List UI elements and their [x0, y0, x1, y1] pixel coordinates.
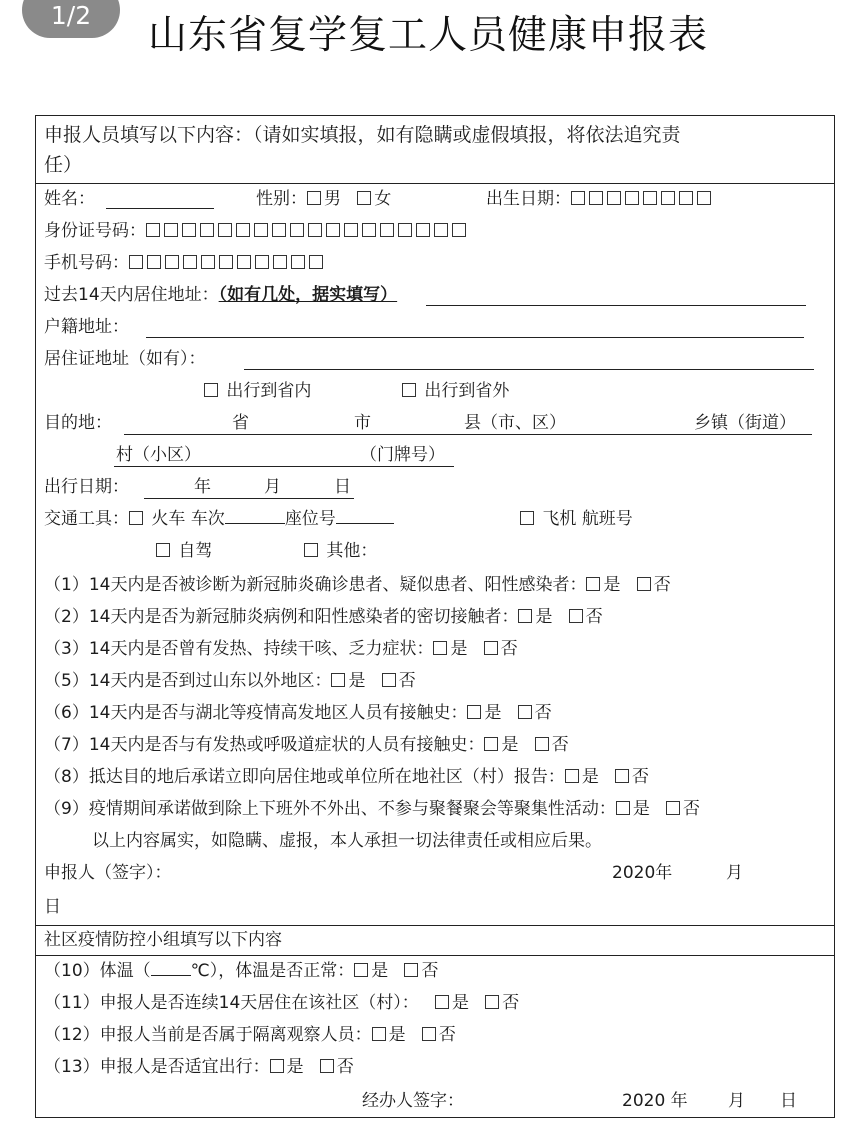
question-number: （3） — [44, 639, 89, 659]
id-digit-box[interactable] — [146, 223, 160, 237]
yes-checkbox[interactable] — [586, 577, 600, 591]
other-label: 其他： — [326, 541, 378, 561]
birth-field — [486, 187, 715, 211]
self-drive-option — [156, 539, 212, 563]
question-text: 14天内是否与有发热或呼吸道症状的人员有接触史： — [88, 735, 485, 755]
page-indicator: 1/2 — [22, 0, 120, 38]
plane-option — [520, 507, 633, 531]
id-digit-box[interactable] — [416, 223, 430, 237]
question-number: （2） — [44, 607, 89, 627]
question-text: 14天内是否被诊断为新冠肺炎确诊患者、疑似患者、阳性感染者： — [88, 575, 587, 595]
no-checkbox[interactable] — [535, 737, 549, 751]
question-row — [44, 733, 569, 757]
self-drive-label: 自驾 — [178, 541, 213, 561]
question-row — [44, 797, 700, 821]
travel-out-option — [402, 379, 509, 403]
yes-checkbox[interactable] — [433, 641, 447, 655]
date-year: 年 — [194, 477, 211, 497]
signature-day: 日 — [44, 897, 61, 917]
date-label: 出行日期： — [44, 477, 129, 497]
phone-digit-box[interactable] — [219, 255, 233, 269]
id-digit-box[interactable] — [308, 223, 322, 237]
yes-label: 是 — [348, 671, 366, 691]
phone-digit-box[interactable] — [183, 255, 197, 269]
travel-in-checkbox[interactable] — [204, 383, 218, 397]
no-label: 否 — [421, 961, 439, 981]
residence-permit-blank[interactable] — [244, 369, 814, 370]
id-digit-box[interactable] — [380, 223, 394, 237]
yes-checkbox[interactable] — [435, 995, 449, 1009]
id-digit-box[interactable] — [236, 223, 250, 237]
birth-digit-box[interactable] — [625, 191, 639, 205]
address14-hint: （如有几处，据实填写） — [218, 285, 398, 305]
phone-digit-box[interactable] — [237, 255, 251, 269]
id-digit-box[interactable] — [452, 223, 466, 237]
dest-province: 省 — [232, 413, 249, 433]
id-field — [44, 219, 470, 243]
no-checkbox[interactable] — [569, 609, 583, 623]
yes-checkbox[interactable] — [518, 609, 532, 623]
train-checkbox[interactable] — [129, 511, 143, 525]
question-text: 抵达目的地后承诺立即向居住地或单位所在地社区（村）报告： — [88, 767, 565, 787]
question-number: （6） — [44, 703, 89, 723]
no-label: 否 — [551, 735, 569, 755]
yes-checkbox[interactable] — [467, 705, 481, 719]
community-q10 — [44, 959, 438, 983]
no-label: 否 — [534, 703, 552, 723]
dest-city: 市 — [354, 413, 371, 433]
intro-line-1: 申报人员填写以下内容：（请如实填报，如有隐瞒或虚假填报，将依法追究责 — [44, 124, 681, 146]
yes-label: 是 — [484, 703, 502, 723]
yes-label: 是 — [286, 1057, 304, 1077]
question-number: （13） — [44, 1057, 100, 1077]
no-checkbox[interactable] — [637, 577, 651, 591]
signature-year: 2020年 — [612, 863, 673, 883]
applicant-signature-label: 申报人（签字）： — [44, 863, 172, 883]
no-checkbox[interactable] — [485, 995, 499, 1009]
travel-out-label: 出行到省外 — [424, 381, 510, 401]
no-label: 否 — [653, 575, 671, 595]
id-digit-box[interactable] — [344, 223, 358, 237]
question-text: 申报人是否连续14天居住在该社区（村）： — [99, 993, 419, 1013]
handler-year: 2020 年 — [622, 1091, 688, 1111]
declaration-form — [35, 115, 835, 1118]
yes-checkbox[interactable] — [331, 673, 345, 687]
yes-checkbox[interactable] — [354, 963, 368, 977]
no-label: 否 — [683, 799, 701, 819]
dest-house: （门牌号） — [360, 445, 445, 465]
other-option — [304, 539, 377, 563]
plane-label: 飞机 — [542, 509, 577, 529]
divider — [36, 183, 834, 184]
community-header: 社区疫情防控小组填写以下内容 — [44, 930, 282, 950]
id-digit-box[interactable] — [272, 223, 286, 237]
phone-digit-box[interactable] — [309, 255, 323, 269]
birth-digit-box[interactable] — [571, 191, 585, 205]
id-digit-box[interactable] — [326, 223, 340, 237]
date-month: 月 — [264, 477, 281, 497]
question-number: （8） — [44, 767, 89, 787]
travel-in-option — [204, 379, 311, 403]
question-text: 申报人是否适宜出行： — [99, 1057, 270, 1077]
id-digit-box[interactable] — [434, 223, 448, 237]
train-no-blank[interactable] — [225, 509, 285, 524]
id-digit-box[interactable] — [200, 223, 214, 237]
no-checkbox[interactable] — [404, 963, 418, 977]
yes-checkbox[interactable] — [616, 801, 630, 815]
handler-month: 月 — [728, 1091, 745, 1111]
yes-checkbox[interactable] — [270, 1059, 284, 1073]
phone-digit-box[interactable] — [255, 255, 269, 269]
question-row — [44, 765, 649, 789]
household-label: 户籍地址： — [44, 317, 129, 337]
temperature-label: 体温（ — [99, 961, 151, 981]
dest-town: 乡镇（街道） — [694, 413, 796, 433]
handler-signature-label: 经办人签字： — [362, 1091, 464, 1111]
community-q13 — [44, 1055, 354, 1079]
question-text: 14天内是否与湖北等疫情高发地区人员有接触史： — [88, 703, 468, 723]
name-blank[interactable] — [106, 208, 214, 209]
phone-digit-box[interactable] — [129, 255, 143, 269]
dest-village: 村（小区） — [116, 445, 201, 465]
birth-label: 出生日期： — [486, 189, 571, 209]
yes-checkbox[interactable] — [565, 769, 579, 783]
question-row — [44, 701, 552, 725]
household-blank[interactable] — [146, 337, 804, 338]
plane-checkbox[interactable] — [520, 511, 534, 525]
birth-digit-box[interactable] — [697, 191, 711, 205]
question-number: （9） — [44, 799, 89, 819]
id-digit-box[interactable] — [362, 223, 376, 237]
no-label: 否 — [502, 993, 520, 1013]
name-label: 姓名： — [44, 189, 95, 209]
yes-checkbox[interactable] — [484, 737, 498, 751]
question-text: 疫情期间承诺做到除上下班外不外出、不参与聚餐聚会等聚集性活动： — [88, 799, 616, 819]
id-digit-box[interactable] — [182, 223, 196, 237]
train-label: 火车 — [151, 509, 186, 529]
transport-field — [44, 507, 394, 531]
birth-digit-box[interactable] — [643, 191, 657, 205]
train-no-label: 车次 — [190, 509, 225, 529]
birth-digit-box[interactable] — [679, 191, 693, 205]
travel-out-checkbox[interactable] — [402, 383, 416, 397]
temperature-blank[interactable] — [151, 961, 191, 976]
question-number: （5） — [44, 671, 89, 691]
question-row — [44, 669, 416, 693]
seat-no-blank[interactable] — [336, 509, 394, 524]
birth-digit-box[interactable] — [661, 191, 675, 205]
declaration-text: 以上内容属实，如隐瞒、虚报，本人承担一切法律责任或相应后果。 — [92, 831, 602, 851]
address14-label: 过去14天内居住地址： — [44, 285, 219, 305]
yes-label: 是 — [388, 1025, 406, 1045]
no-label: 否 — [438, 1025, 456, 1045]
question-row — [44, 573, 671, 597]
phone-field — [44, 251, 327, 275]
question-number: （10） — [44, 961, 100, 981]
yes-label: 是 — [581, 767, 599, 787]
phone-digit-box[interactable] — [201, 255, 215, 269]
community-q11 — [44, 991, 519, 1015]
question-text: 申报人当前是否属于隔离观察人员： — [99, 1025, 372, 1045]
date-blank[interactable] — [144, 498, 354, 499]
no-checkbox[interactable] — [320, 1059, 334, 1073]
yes-label: 是 — [371, 961, 389, 981]
divider — [36, 925, 834, 926]
male-checkbox[interactable] — [307, 191, 321, 205]
community-q12 — [44, 1023, 456, 1047]
question-row — [44, 637, 518, 661]
no-checkbox[interactable] — [382, 673, 396, 687]
question-row — [44, 605, 603, 629]
date-day: 日 — [334, 477, 351, 497]
phone-digit-box[interactable] — [291, 255, 305, 269]
self-drive-checkbox[interactable] — [156, 543, 170, 557]
no-label: 否 — [398, 671, 416, 691]
id-digit-box[interactable] — [254, 223, 268, 237]
travel-in-label: 出行到省内 — [226, 381, 312, 401]
handler-day: 日 — [780, 1091, 797, 1111]
female-label: 女 — [374, 189, 392, 209]
yes-label: 是 — [501, 735, 519, 755]
male-label: 男 — [324, 189, 341, 209]
no-label: 否 — [336, 1057, 354, 1077]
id-label: 身份证号码： — [44, 221, 146, 241]
question-text: 14天内是否为新冠肺炎病例和阳性感染者的密切接触者： — [88, 607, 519, 627]
no-label: 否 — [500, 639, 518, 659]
intro-line-2: 任） — [44, 154, 83, 176]
yes-label: 是 — [450, 639, 468, 659]
other-checkbox[interactable] — [304, 543, 318, 557]
residence-permit-label: 居住证地址（如有）： — [44, 349, 206, 369]
phone-digit-box[interactable] — [273, 255, 287, 269]
no-checkbox[interactable] — [484, 641, 498, 655]
no-checkbox[interactable] — [422, 1027, 436, 1041]
divider — [36, 955, 834, 956]
phone-digit-box[interactable] — [165, 255, 179, 269]
question-text: 14天内是否曾有发热、持续干咳、乏力症状： — [88, 639, 434, 659]
phone-label: 手机号码： — [44, 253, 129, 273]
transport-label: 交通工具： — [44, 509, 129, 529]
birth-digit-box[interactable] — [607, 191, 621, 205]
gender-field — [256, 187, 391, 211]
temperature-question: ℃），体温是否正常： — [190, 961, 355, 981]
question-number: （12） — [44, 1025, 100, 1045]
phone-digit-box[interactable] — [147, 255, 161, 269]
no-checkbox[interactable] — [666, 801, 680, 815]
address14-blank[interactable] — [426, 305, 806, 306]
yes-checkbox[interactable] — [372, 1027, 386, 1041]
no-label: 否 — [632, 767, 650, 787]
id-digit-box[interactable] — [164, 223, 178, 237]
dest-county: 县（市、区） — [464, 413, 566, 433]
birth-digit-box[interactable] — [589, 191, 603, 205]
yes-label: 是 — [452, 993, 469, 1013]
question-number: （7） — [44, 735, 89, 755]
yes-label: 是 — [535, 607, 553, 627]
yes-label: 是 — [632, 799, 650, 819]
flight-no-label: 航班号 — [581, 509, 633, 529]
no-checkbox[interactable] — [615, 769, 629, 783]
yes-label: 是 — [603, 575, 621, 595]
dest-label: 目的地： — [44, 413, 112, 433]
form-title: 山东省复学复工人员健康申报表 — [148, 13, 709, 58]
gender-label: 性别： — [256, 189, 307, 209]
question-number: （11） — [44, 993, 100, 1013]
no-checkbox[interactable] — [518, 705, 532, 719]
id-digit-box[interactable] — [218, 223, 232, 237]
no-label: 否 — [585, 607, 603, 627]
question-text: 14天内是否到过山东以外地区： — [88, 671, 332, 691]
female-checkbox[interactable] — [357, 191, 371, 205]
signature-month: 月 — [726, 863, 743, 883]
question-number: （1） — [44, 575, 89, 595]
id-digit-box[interactable] — [398, 223, 412, 237]
address14-field — [44, 283, 397, 307]
seat-no-label: 座位号 — [284, 509, 336, 529]
id-digit-box[interactable] — [290, 223, 304, 237]
